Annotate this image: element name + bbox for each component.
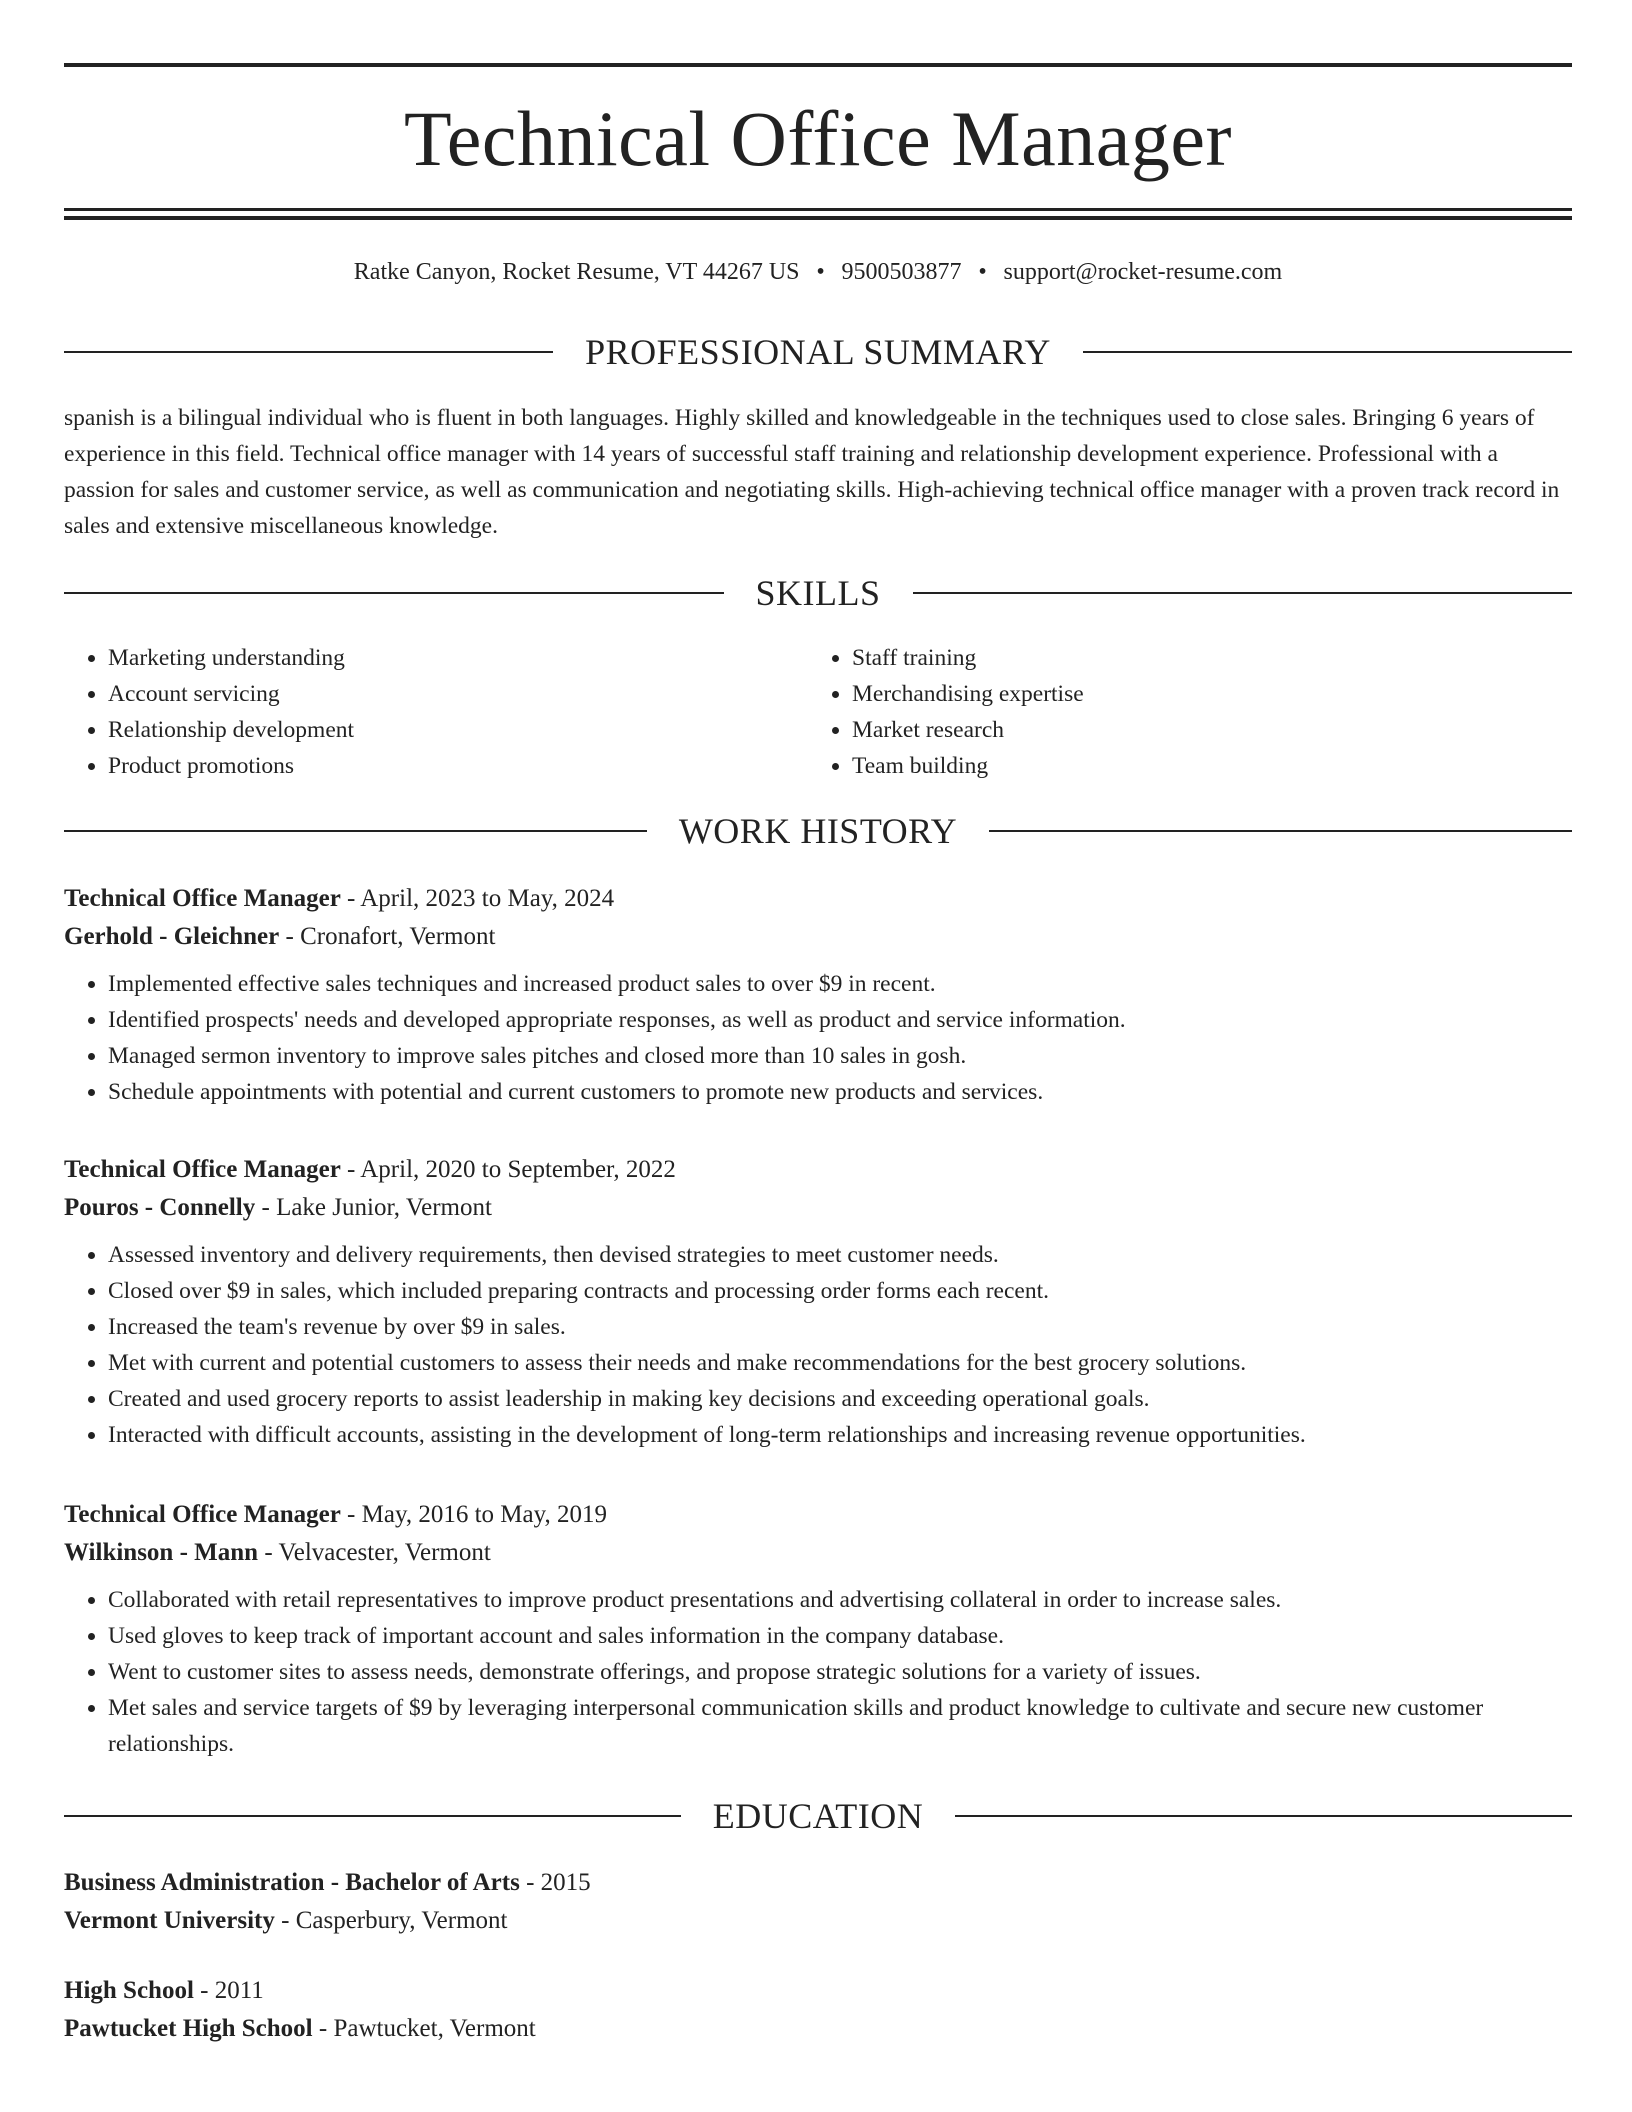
job-bullet: • Used gloves to keep track of important account and sales information in the company database. bbox=[108, 1618, 1572, 1654]
job-bullet: • Assessed inventory and delivery requirements, then devised strategies to meet customer needs. bbox=[108, 1237, 1572, 1273]
dash: - bbox=[340, 1501, 362, 1528]
job-bullet: • Identified prospects' needs and developed appropriate responses, as well as product and service information. bbox=[108, 1002, 1572, 1038]
job-bullet: • Managed sermon inventory to improve sales pitches and closed more than 10 sales in gosh. bbox=[108, 1038, 1572, 1074]
job-bullets bbox=[64, 1237, 1572, 1453]
job-bullet: • Interacted with difficult accounts, assisting in the development of long-term relationships and increasing revenue opportunities. bbox=[108, 1417, 1572, 1453]
summary-text: spanish is a bilingual individual who is fluent in both languages. Highly skilled and knowledgeable in the techniques used to close sales. Bringing 6 years of experience in this field. Technical office manager with 14 years of successful staff training and relationship development experience. Professional with a passion for sales and customer service, as well as communication and negotiating skills. High-achieving technical office manager with a proven track record in sales and extensive miscellaneous knowledge. bbox=[64, 405, 1560, 539]
job-bullet: • Increased the team's revenue by over $9 in sales. bbox=[108, 1309, 1572, 1345]
work-section-header bbox=[64, 809, 1572, 853]
contact-address: Ratke Canyon, Rocket Resume, VT 44267 US bbox=[353, 259, 800, 285]
dash: - bbox=[193, 1977, 215, 2004]
skill-item: • Merchandising expertise bbox=[852, 676, 1572, 712]
job-bullet: • Implemented effective sales techniques and increased product sales to over $9 in recent. bbox=[108, 966, 1572, 1002]
section-rule bbox=[64, 592, 724, 594]
skills-section-header bbox=[64, 571, 1572, 615]
section-rule bbox=[1083, 351, 1572, 353]
education-section-header bbox=[64, 1794, 1572, 1838]
contact-separator: • bbox=[816, 259, 825, 285]
education-degree: High School bbox=[64, 1977, 194, 2004]
dash: - bbox=[279, 923, 301, 950]
skill-item: • Market research bbox=[852, 712, 1572, 748]
skills-list-right bbox=[808, 640, 1572, 784]
skill-item: • Team building bbox=[852, 748, 1572, 784]
work-heading: WORK HISTORY bbox=[678, 811, 958, 851]
contact-phone: 9500503877 bbox=[841, 259, 962, 285]
job-bullet: • Schedule appointments with potential and current customers to promote new products and services. bbox=[108, 1074, 1572, 1110]
section-rule bbox=[913, 592, 1573, 594]
job-bullet: • Met sales and service targets of $9 by leveraging interpersonal communication skills and product knowledge to cultivate and secure new customer relationships. bbox=[108, 1690, 1572, 1762]
job-bullets bbox=[64, 966, 1572, 1110]
dash: - bbox=[340, 885, 361, 912]
job-dates: April, 2023 to May, 2024 bbox=[360, 885, 615, 912]
contact-email: support@rocket-resume.com bbox=[1003, 259, 1283, 285]
top-rule bbox=[64, 63, 1572, 67]
section-rule bbox=[955, 1815, 1572, 1817]
education-year: 2015 bbox=[540, 1869, 591, 1896]
education-year: 2011 bbox=[214, 1977, 264, 2004]
job-bullet: • Created and used grocery reports to assist leadership in making key decisions and exceeding operational goals. bbox=[108, 1381, 1572, 1417]
skill-item: • Product promotions bbox=[108, 748, 804, 784]
section-rule bbox=[64, 1815, 681, 1817]
contact-separator: • bbox=[978, 259, 987, 285]
job-dates: April, 2020 to September, 2022 bbox=[360, 1156, 676, 1183]
skills-list-left bbox=[64, 640, 804, 784]
dash: - bbox=[258, 1539, 279, 1566]
education-degree: Business Administration - Bachelor of Arts bbox=[64, 1869, 520, 1896]
job-bullets bbox=[64, 1582, 1572, 1762]
job-title: Technical Office Manager bbox=[64, 1501, 341, 1528]
job-company: Wilkinson - Mann bbox=[64, 1539, 259, 1566]
skill-item: • Account servicing bbox=[108, 676, 804, 712]
job-dates: May, 2016 to May, 2019 bbox=[361, 1501, 607, 1528]
education-school: Vermont University bbox=[64, 1907, 275, 1934]
education-entry bbox=[64, 1864, 1572, 1940]
job-location: Cronafort, Vermont bbox=[300, 923, 496, 950]
education-location: Casperbury, Vermont bbox=[295, 1907, 508, 1934]
job-title: Technical Office Manager bbox=[64, 1156, 341, 1183]
section-rule bbox=[64, 830, 647, 832]
education-entry bbox=[64, 1972, 1572, 2048]
section-rule bbox=[989, 830, 1572, 832]
job-company: Gerhold - Gleichner bbox=[64, 923, 280, 950]
job-title: Technical Office Manager bbox=[64, 885, 341, 912]
job-bullet: • Went to customer sites to assess needs, demonstrate offerings, and propose strategic solutions for a variety of issues. bbox=[108, 1654, 1572, 1690]
education-school: Pawtucket High School bbox=[64, 2015, 313, 2042]
summary-section-header bbox=[64, 330, 1572, 374]
dash: - bbox=[340, 1156, 361, 1183]
skill-item: • Marketing understanding bbox=[108, 640, 804, 676]
dash: - bbox=[255, 1194, 277, 1221]
skills-right-column bbox=[808, 640, 1572, 784]
job-company: Pouros - Connelly bbox=[64, 1194, 256, 1221]
contact-line bbox=[64, 254, 1572, 290]
dash: - bbox=[519, 1869, 541, 1896]
job-entry bbox=[64, 1496, 1572, 1762]
dash: - bbox=[312, 2015, 334, 2042]
job-location: Velvacester, Vermont bbox=[278, 1539, 491, 1566]
education-location: Pawtucket, Vermont bbox=[333, 2015, 536, 2042]
education-heading: EDUCATION bbox=[712, 1796, 924, 1836]
job-entry bbox=[64, 880, 1572, 1110]
dash: - bbox=[274, 1907, 296, 1934]
skill-item: • Relationship development bbox=[108, 712, 804, 748]
skill-item: • Staff training bbox=[852, 640, 1572, 676]
job-bullet: • Closed over $9 in sales, which included preparing contracts and processing order forms each recent. bbox=[108, 1273, 1572, 1309]
job-entry bbox=[64, 1151, 1572, 1453]
double-rule bbox=[64, 208, 1572, 220]
resume-name-heading: Technical Office Manager bbox=[404, 95, 1232, 182]
section-rule bbox=[64, 351, 553, 353]
summary-heading: PROFESSIONAL SUMMARY bbox=[585, 332, 1051, 372]
job-location: Lake Junior, Vermont bbox=[276, 1194, 492, 1221]
skills-left-column bbox=[64, 640, 804, 784]
job-bullet: • Met with current and potential customers to assess their needs and make recommendations for the best grocery solutions. bbox=[108, 1345, 1572, 1381]
skills-heading: SKILLS bbox=[755, 573, 881, 613]
job-bullet: • Collaborated with retail representatives to improve product presentations and advertising collateral in order to increase sales. bbox=[108, 1582, 1572, 1618]
